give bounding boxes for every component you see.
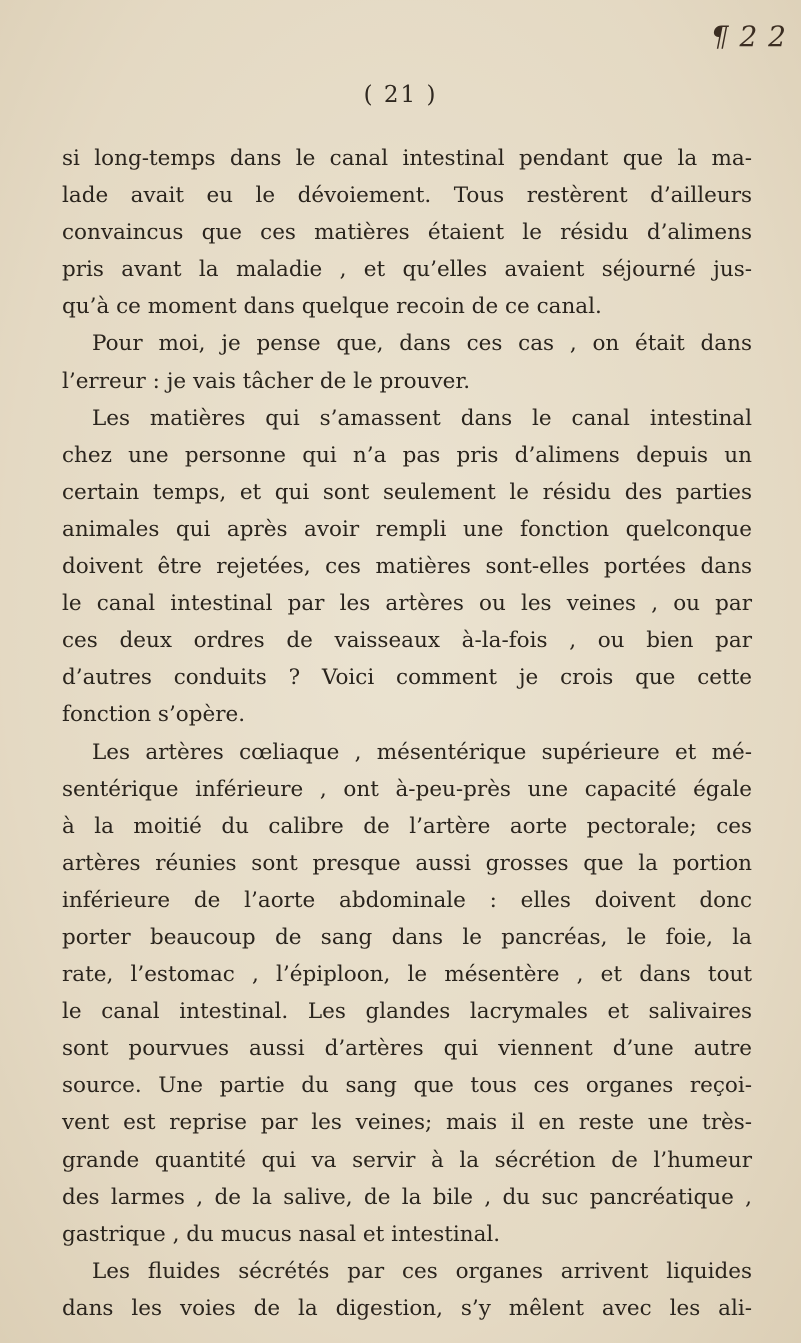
text-line: sentérique inférieure , ont à-peu-près une capacité égale (62, 776, 752, 802)
text-line: artères réunies sont presque aussi grosses que la portion (62, 850, 752, 876)
text-line: le canal intestinal par les artères ou les veines , ou par (62, 591, 752, 617)
text-line: d’autres conduits ? Voici comment je crois que cette (62, 665, 752, 691)
text-line: animales qui après avoir rempli une fonction quelconque (62, 516, 752, 542)
text-line: chez une personne qui n’a pas pris d’alimens depuis un (62, 442, 752, 468)
text-line: sont pourvues aussi d’artères qui viennent d’une autre (62, 1036, 752, 1062)
text-line: inférieure de l’aorte abdominale : elles doivent donc (62, 887, 752, 913)
text-line: grande quantité qui va servir à la sécrétion de l’humeur (62, 1147, 752, 1173)
text-line: le canal intestinal. Les glandes lacrymales et salivaires (62, 999, 752, 1025)
text-line: fonction s’opère. (62, 702, 246, 728)
text-line: l’erreur : je vais tâcher de le prouver. (62, 368, 471, 394)
text-line: Les matières qui s’amassent dans le canal intestinal (92, 405, 752, 431)
text-line: lade avait eu le dévoiement. Tous restèrent d’ailleurs (62, 183, 752, 209)
text-line: Les artères cœliaque , mésentérique supérieure et mé- (92, 739, 752, 765)
text-line: porter beaucoup de sang dans le pancréas, le foie, la (62, 924, 752, 950)
body-text (62, 140, 752, 1327)
text-line: gastrique , du mucus nasal et intestinal. (62, 1221, 501, 1247)
text-line: Les fluides sécrétés par ces organes arrivent liquides (92, 1258, 752, 1284)
text-line: convaincus que ces matières étaient le résidu d’alimens (62, 220, 752, 246)
text-line: qu’à ce moment dans quelque recoin de ce canal. (62, 294, 602, 320)
text-line: à la moitié du calibre de l’artère aorte pectorale; ces (62, 813, 752, 839)
text-line: ces deux ordres de vaisseaux à-la-fois , ou bien par (62, 628, 752, 654)
text-line: si long-temps dans le canal intestinal pendant que la ma- (62, 146, 752, 171)
text-line: Pour moi, je pense que, dans ces cas , on était dans (92, 331, 752, 357)
text-line: pris avant la maladie , et qu’elles avaient séjourné jus- (62, 257, 752, 283)
text-line: dans les voies de la digestion, s’y mêlent avec les ali- (62, 1295, 752, 1321)
text-line: des larmes , de la salive, de la bile , du suc pancréatique , (62, 1184, 752, 1210)
text-line: rate, l’estomac , l’épiploon, le mésentère , et dans tout (62, 962, 752, 988)
corner-handwritten-mark: ¶ 2 2 (710, 20, 787, 53)
page-number: ( 21 ) (363, 82, 438, 108)
text-line: certain temps, et qui sont seulement le résidu des parties (62, 479, 752, 505)
text-line: doivent être rejetées, ces matières sont-elles portées dans (62, 554, 752, 580)
text-line: source. Une partie du sang que tous ces organes reçoi- (62, 1073, 752, 1099)
text-line: vent est reprise par les veines; mais il en reste une très- (62, 1110, 752, 1136)
